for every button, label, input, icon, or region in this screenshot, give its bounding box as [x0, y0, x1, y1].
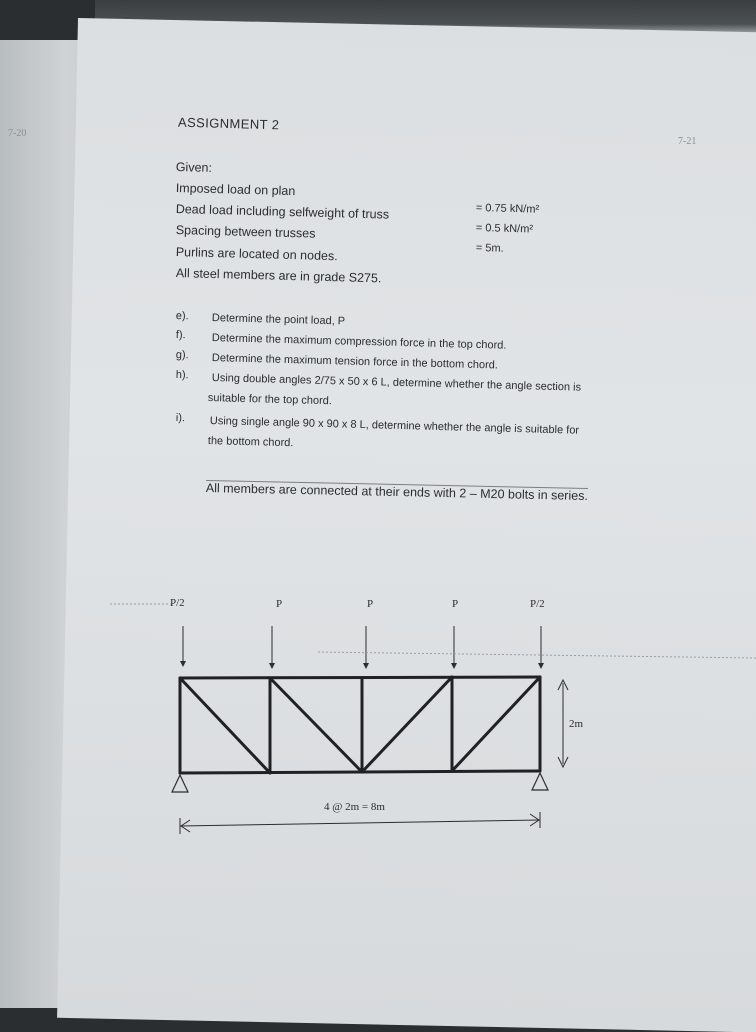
given-value-2: = 0.5 kN/m²: [475, 222, 534, 236]
load-label-1: P/2: [170, 597, 185, 609]
load-arrows: [183, 626, 541, 666]
height-dimension: [558, 680, 568, 767]
task-text-f: Determine the maximum compression force in the top chord.: [211, 332, 507, 352]
diagonal-4: [452, 677, 540, 771]
task-key-h: h).: [175, 369, 189, 382]
given-heading: Given:: [175, 160, 213, 175]
given-item-1: Imposed load on plan: [175, 181, 296, 199]
task-text-e: Determine the point load, P: [211, 312, 346, 328]
left-page-number: 7-20: [8, 128, 27, 139]
load-label-4: P: [452, 598, 459, 610]
given-item-5: All steel members are in grade S275.: [175, 266, 382, 286]
load-label-2: P: [276, 598, 283, 610]
given-item-2: Dead load including selfweight of truss: [175, 202, 390, 222]
task-text-h-1: Using double angles 2/75 x 50 x 6 L, determine whether the angle section is: [211, 372, 582, 394]
span-dimension: [180, 812, 540, 834]
task-text-i-1: Using single angle 90 x 90 x 8 L, determine whether the angle is suitable for: [209, 415, 580, 437]
task-key-i: i).: [175, 412, 186, 425]
support-left: [172, 775, 188, 792]
given-item-3: Spacing between trusses: [175, 223, 316, 241]
task-text-h-2: suitable for the top chord.: [207, 392, 333, 408]
diagonal-1: [180, 678, 270, 773]
span-label: 4 @ 2m = 8m: [324, 801, 385, 813]
support-right: [532, 773, 548, 790]
load-label-5: P/2: [530, 598, 545, 610]
given-value-3: = 5m.: [475, 242, 504, 255]
dotted-line-right: [318, 652, 756, 658]
assignment-title: ASSIGNMENT 2: [177, 114, 280, 133]
given-value-1: = 0.75 kN/m²: [475, 202, 540, 216]
task-text-i-2: the bottom chord.: [207, 435, 294, 450]
task-key-f: f).: [175, 329, 186, 342]
load-label-3: P: [367, 598, 374, 610]
connection-note: All members are connected at their ends with 2 – M20 bolts in series.: [205, 480, 589, 503]
top-chord: [180, 677, 540, 678]
height-label: 2m: [569, 718, 584, 730]
right-page-number: 7-21: [678, 136, 697, 147]
diagonal-3: [362, 677, 452, 772]
task-key-g: g).: [175, 349, 189, 362]
truss: [180, 677, 540, 773]
diagonal-2: [270, 678, 362, 772]
task-text-g: Determine the maximum tension force in the bottom chord.: [211, 352, 499, 372]
task-key-e: e).: [175, 310, 189, 323]
given-item-4: Purlins are located on nodes.: [175, 245, 338, 264]
